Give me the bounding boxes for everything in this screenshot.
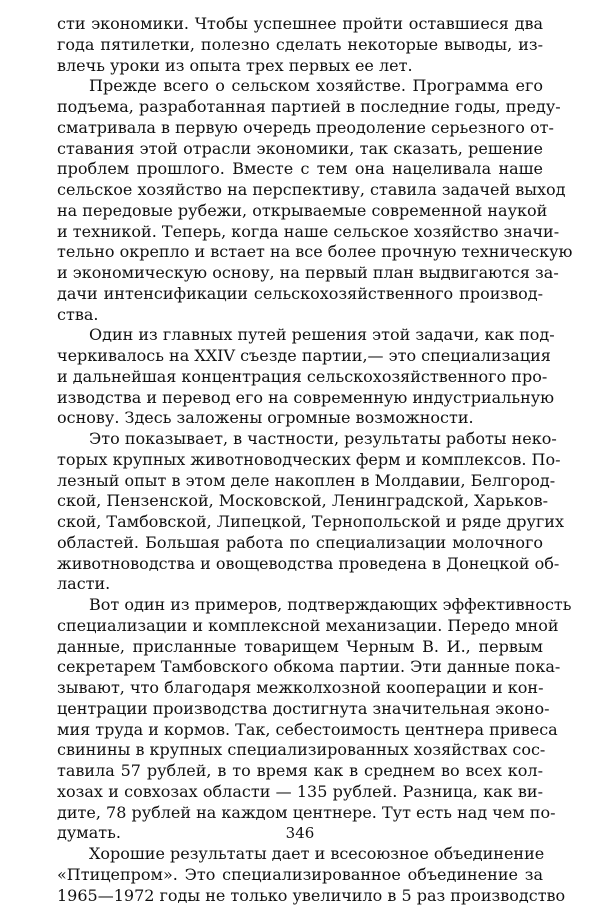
text-line: проблем прошлого. Вместе с тем она нацеливала наше: [57, 159, 543, 180]
text-line: секретарем Тамбовского обкома партии. Эти данные пока-: [57, 657, 543, 678]
text-line: влечь уроки из опыта трех первых ее лет.: [57, 56, 543, 77]
text-line: ской, Тамбовской, Липецкой, Тернопольской и ряде других: [57, 512, 543, 533]
paragraph-5: [57, 595, 543, 844]
text-line: ства.: [57, 305, 543, 326]
text-line: тельно окрепло и встает на все более прочную техническую: [57, 242, 543, 263]
text-line: тавила 57 рублей, в то время как в среднем во всех кол-: [57, 761, 543, 782]
text-line: животноводства и овощеводства проведена в Донецкой об-: [57, 554, 543, 575]
text-line: Вот один из примеров, подтверждающих эффективность: [57, 595, 543, 616]
text-line: «Птицепром». Это специализированное объединение за: [57, 865, 543, 886]
text-line: ласти.: [57, 574, 543, 595]
text-line: центрации производства достигнута значительная эконо-: [57, 699, 543, 720]
text-line: данные, присланные товарищем Черным В. И., первым: [57, 637, 543, 658]
text-line: Прежде всего о сельском хозяйстве. Программа его: [57, 76, 543, 97]
text-line: и техникой. Теперь, когда наше сельское хозяйство значи-: [57, 222, 543, 243]
page-text: [57, 14, 543, 906]
paragraph-3: [57, 325, 543, 429]
text-line: ской, Пензенской, Московской, Ленинградской, Харьков-: [57, 491, 543, 512]
text-line: ставания этой отрасли экономики, так сказать, решение: [57, 139, 543, 160]
text-line: мия труда и кормов. Так, себестоимость центнера привеса: [57, 720, 543, 741]
text-line: дачи интенсификации сельскохозяйственного производ-: [57, 284, 543, 305]
text-line: черкивалось на XXIV съезде партии,— это специализация: [57, 346, 543, 367]
text-line: на передовые рубежи, открываемые современной наукой: [57, 201, 543, 222]
text-line: сматривала в первую очередь преодоление серьезного от-: [57, 118, 543, 139]
text-line: торых крупных животноводческих ферм и комплексов. По-: [57, 450, 543, 471]
text-line: подъема, разработанная партией в последние годы, преду-: [57, 97, 543, 118]
page-number: 346: [0, 824, 600, 842]
text-line: года пятилетки, полезно сделать некоторые выводы, из-: [57, 35, 543, 56]
text-line: 1965—1972 годы не только увеличило в 5 раз производство: [57, 886, 543, 906]
text-line: основу. Здесь заложены огромные возможности.: [57, 408, 543, 429]
text-line: дите, 78 рублей на каждом центнере. Тут есть над чем по-: [57, 803, 543, 824]
text-line: Это показывает, в частности, результаты работы неко-: [57, 429, 543, 450]
text-line: и экономическую основу, на первый план выдвигаются за-: [57, 263, 543, 284]
text-line: областей. Большая работа по специализации молочного: [57, 533, 543, 554]
text-line: лезный опыт в этом деле накоплен в Молдавии, Белгород-: [57, 471, 543, 492]
text-line: свинины в крупных специализированных хозяйствах сос-: [57, 740, 543, 761]
paragraph-4: [57, 429, 543, 595]
text-line: Один из главных путей решения этой задачи, как под-: [57, 325, 543, 346]
text-line: сти экономики. Чтобы успешнее пройти оставшиеся два: [57, 14, 543, 35]
text-line: хозах и совхозах области — 135 рублей. Разница, как ви-: [57, 782, 543, 803]
text-line: думать.: [57, 823, 543, 844]
paragraph-1: [57, 14, 543, 76]
text-line: Хорошие результаты дает и всесоюзное объединение: [57, 844, 543, 865]
text-line: и дальнейшая концентрация сельскохозяйственного про-: [57, 367, 543, 388]
paragraph-2: [57, 76, 543, 325]
text-line: зывают, что благодаря межколхозной кооперации и кон-: [57, 678, 543, 699]
paragraph-6: [57, 844, 543, 906]
text-line: специализации и комплексной механизации. Передо мной: [57, 616, 543, 637]
text-line: сельское хозяйство на перспективу, ставила задачей выход: [57, 180, 543, 201]
text-line: изводства и перевод его на современную индустриальную: [57, 388, 543, 409]
